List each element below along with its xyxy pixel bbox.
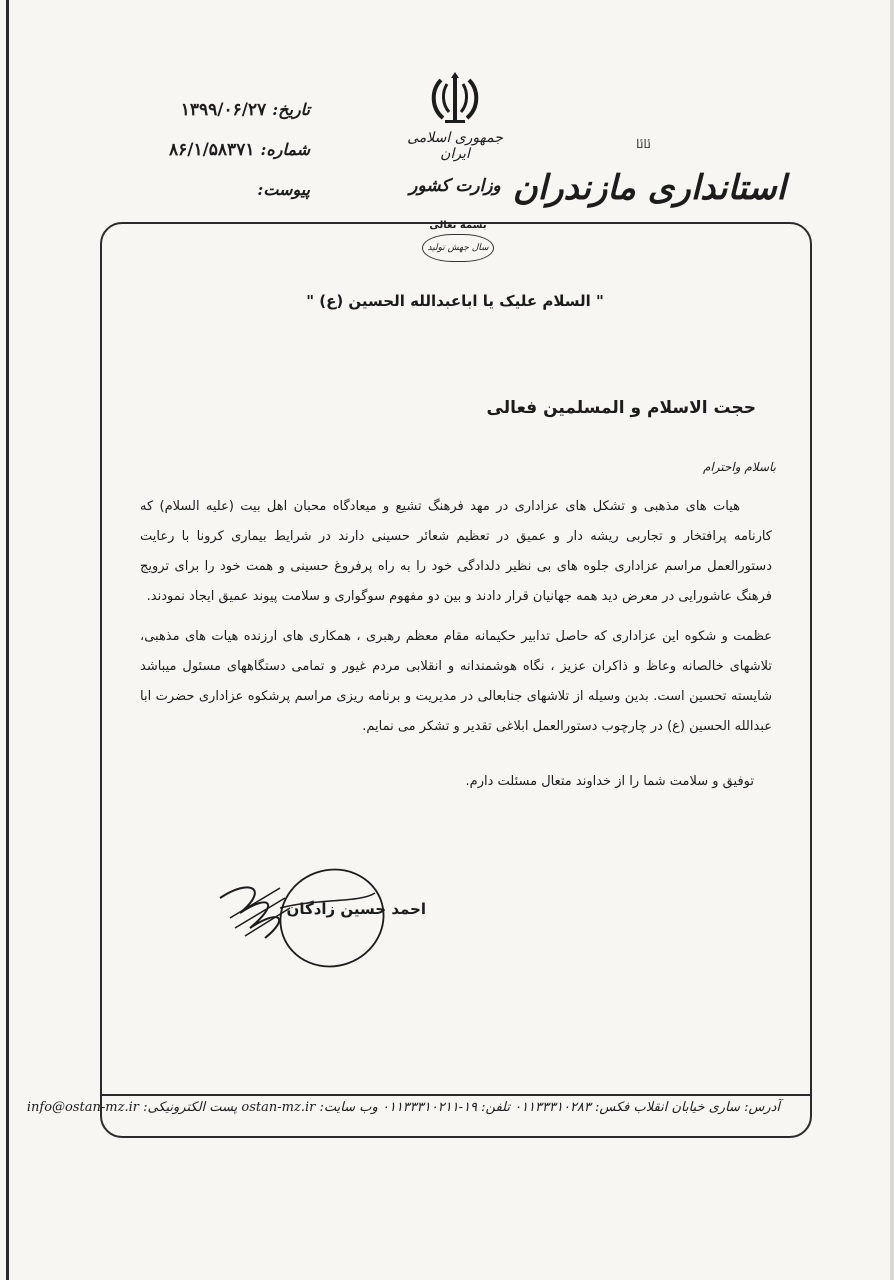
attachment-label: پیوست: [257, 180, 310, 199]
emblem-block [395, 70, 515, 196]
date-label: تاریخ: [272, 100, 310, 119]
ministry-name: وزارت کشور [409, 176, 501, 196]
iran-emblem-icon [427, 70, 483, 126]
signature-area [210, 858, 440, 978]
page-edge-right [890, 0, 894, 1280]
letter-body [140, 492, 772, 752]
date-row [140, 100, 310, 140]
number-row [140, 140, 310, 180]
bismillah [418, 220, 498, 262]
number-label: شماره: [260, 140, 310, 159]
recipient: حجت الاسلام و المسلمین فعالی [486, 398, 756, 418]
greeting: باسلام واحترام [702, 460, 776, 474]
body-paragraph-1: هیات های مذهبی و تشکل های عزاداری در مهد فرهنگ تشیع و میعادگاه محبان اهل بیت (علیه السلام) که کارنامه پرافتخار و تجاربی ریشه دار و عمیق در تعظیم شعائر حسینی دارند در شرایط بیماری کرونا با رعایت دستورالعمل مراسم عزاداری جلوه های بی نظیر دلدادگی خود را به راه پرفروغ حسینی و همت خود را برای ترویج فرهنگ عاشورایی در معرض دید همه جهانیان قرار دادند و بین دو مفهوم سوگواری و سلامت پیوند عمیق ایجاد نمودند. [140, 499, 772, 604]
attachment-row [140, 180, 310, 220]
year-slogan-seal: سال جهش تولید [422, 234, 494, 262]
page-edge-left [6, 0, 9, 1280]
footer-contact: آدرس: ساری خیابان انقلاب فکس: ۰۱۱۳۳۳۱۰۲۸۳ تلفن: ۱۹-۰۱۱۳۳۳۱۰۲۱۱ وب سایت: ostan-mz.ir پست الکترونیکی: info@ostan-mz.ir [26, 1100, 780, 1115]
signatory-name: احمد حسین زادگان [286, 900, 426, 918]
salutation-line: " السلام علیک یا اباعبدالله الحسین (ع) " [306, 292, 604, 310]
closing-line: توفیق و سلامت شما را از خداوند متعال مسئلت دارم. [465, 774, 754, 789]
office-title: استانداری مازندران [512, 168, 786, 208]
bismillah-text: بسمه تعالی [429, 220, 487, 231]
emblem-caption: جمهوری اسلامی ایران [407, 130, 503, 162]
signature-scribble [210, 858, 440, 978]
office-mark: ﯪﯪ [636, 137, 651, 151]
number-value: ۸۶/۱/۵۸۳۷۱ [168, 140, 255, 160]
body-paragraph-2: عظمت و شکوه این عزاداری که حاصل تدابیر حکیمانه مقام معظم رهبری ، همکاری های ارزنده هیات های مذهبی، تلاشهای خالصانه وعاظ و ذاکران عزیز ، نگاه هوشمندانه و انقلابی مردم غیور و تمامی دستگاههای مسئول میباشد شایسته تحسین است. بدین وسیله از تلاشهای جنابعالی در مدیریت و برنامه ریزی مراسم پرشکوه عزاداری حضرت ابا عبدالله الحسین (ع) در چارچوب دستورالعمل ابلاغی تقدیر و تشکر می نمایم. [140, 629, 772, 734]
letter-meta [140, 100, 310, 220]
footer-divider [100, 1094, 810, 1096]
date-value: ۱۳۹۹/۰۶/۲۷ [180, 100, 267, 120]
